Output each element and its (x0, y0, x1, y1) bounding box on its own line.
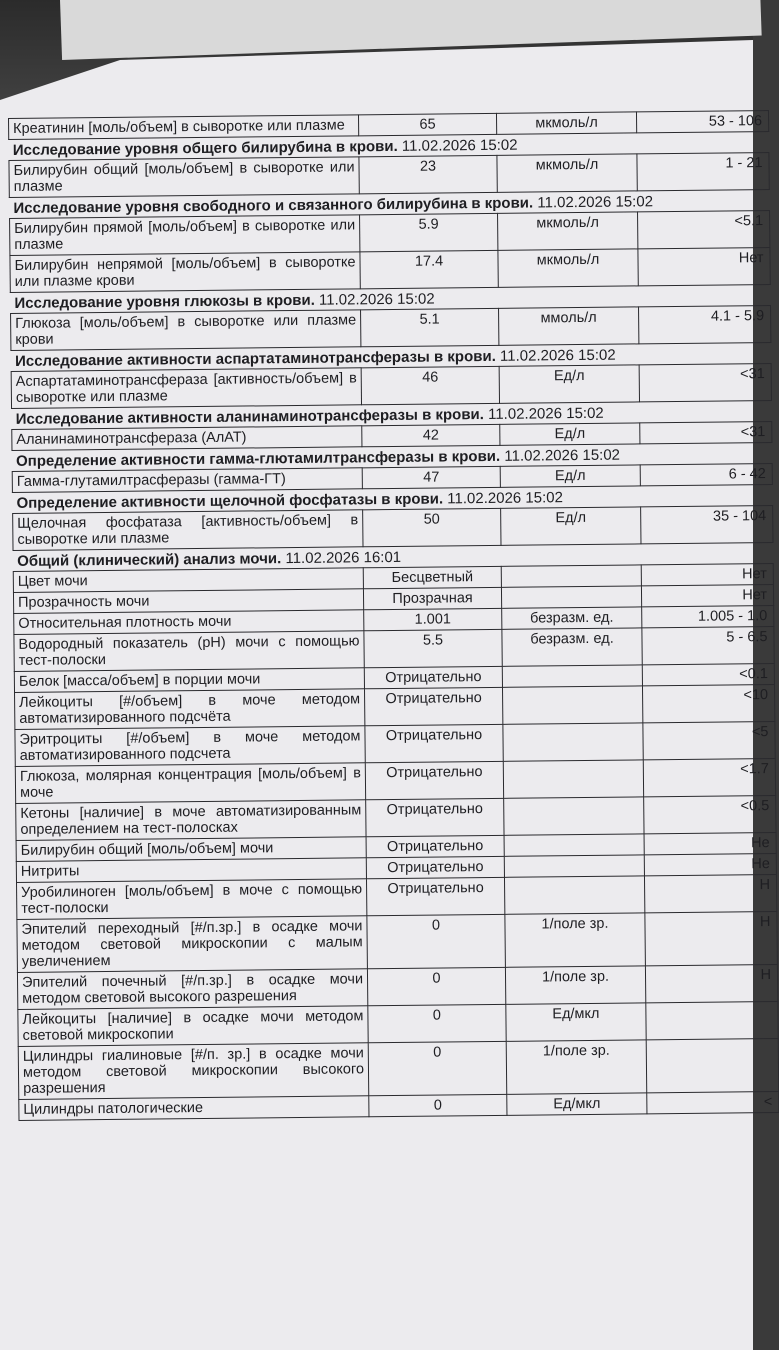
section-title: Исследование уровня глюкозы в крови. (14, 291, 315, 312)
test-value: 23 (359, 155, 497, 193)
test-value: Отрицательно (366, 877, 504, 915)
test-unit (502, 686, 642, 724)
reference-range: 1.005 - 1.0 (642, 606, 774, 628)
reference-range: Не (644, 853, 776, 875)
reference-range: < (647, 1091, 779, 1113)
test-unit: 1/поле зр. (505, 913, 646, 967)
test-value: Отрицательно (364, 666, 502, 688)
test-unit: безразм. ед. (502, 628, 642, 666)
lab-results-table (8, 110, 779, 1121)
reference-range: 6 - 42 (640, 464, 772, 486)
section-datetime: 11.02.2026 15:02 (537, 193, 654, 212)
reference-range: 4.1 - 5.9 (639, 306, 771, 344)
test-unit (504, 876, 644, 914)
test-name: Аспартатаминотрансфераза [активность/объем] в сыворотке или плазме (11, 368, 361, 409)
test-name: Билирубин прямой [моль/объем] в сыворотке или плазме (10, 215, 360, 256)
test-name: Прозрачность мочи (13, 589, 363, 614)
reference-range: Нет (641, 585, 773, 607)
test-value: 5.9 (360, 213, 498, 251)
test-value: 0 (367, 914, 506, 968)
section-datetime: 11.02.2026 15:02 (487, 404, 604, 423)
result-row (18, 1038, 779, 1099)
test-name: Глюкоза, молярная концентрация [моль/объем] в моче (15, 763, 365, 804)
test-unit: безразм. ед. (502, 607, 642, 629)
section-title: Исследование уровня общего билирубина в крови. (12, 137, 398, 159)
test-value: 42 (362, 424, 500, 446)
test-value: 50 (363, 508, 501, 546)
test-name: Белок [масса/объем] в порции мочи (14, 668, 364, 693)
test-value: 65 (358, 113, 496, 135)
test-value: Отрицательно (366, 835, 504, 857)
section-title: Определение активности гамма-глютамилтрансферазы в крови. (16, 447, 501, 470)
reference-range: Нет (638, 248, 770, 286)
test-unit (501, 565, 641, 587)
reference-range (646, 1001, 778, 1039)
test-name: Эпителий переходный [#/п.зр.] в осадке мочи методом световой микроскопии с малым увеличением (17, 916, 368, 973)
reference-range: <5 (643, 722, 775, 760)
section-title: Общий (клинический) анализ мочи. (17, 550, 282, 570)
test-unit: Ед/мкл (506, 1003, 646, 1041)
section-datetime: 11.02.2026 15:02 (401, 136, 518, 155)
section-datetime: 11.02.2026 16:01 (285, 548, 402, 568)
reference-range: 5 - 6.5 (642, 627, 774, 665)
test-name: Лейкоциты [наличие] в осадке мочи методом световой микроскопии (18, 1006, 368, 1047)
section-datetime: 11.02.2026 15:02 (499, 346, 616, 365)
test-unit (504, 834, 644, 856)
reference-range: <31 (639, 364, 771, 402)
test-name: Цвет мочи (13, 568, 363, 593)
test-name: Билирубин общий [моль/объем] в сыворотке или плазме (9, 157, 359, 198)
test-name: Кетоны [наличие] в моче автоматизированным определением на тест-полосках (16, 800, 366, 841)
test-unit (504, 797, 644, 835)
test-value: Отрицательно (365, 724, 503, 762)
test-name: Креатинин [моль/объем] в сыворотке или плазме (9, 115, 359, 140)
test-value: 17.4 (360, 250, 498, 288)
test-name: Билирубин непрямой [моль/объем] в сыворотке или плазме крови (10, 252, 360, 293)
test-unit: мкмоль/л (497, 154, 637, 192)
test-unit: Ед/л (499, 365, 639, 403)
test-name: Щелочная фосфатаза [активность/объем] в сыворотке или плазме (13, 510, 363, 551)
test-name: Глюкоза [моль/объем] в сыворотке или плазме крови (11, 310, 361, 351)
test-value: Прозрачная (363, 587, 501, 609)
test-name: Эпителий почечный [#/п.зр.] в осадке мочи методом световой высокого разрешения (17, 969, 367, 1010)
test-value: 1.001 (364, 608, 502, 630)
section-title: Определение активности щелочной фосфатазы в крови. (16, 490, 444, 512)
test-unit: Ед/мкл (507, 1093, 647, 1115)
test-unit: Ед/л (500, 465, 640, 487)
section-title: Исследование уровня свободного и связанного билирубина в крови. (13, 194, 534, 217)
test-value: Бесцветный (363, 566, 501, 588)
reference-range: Н (645, 964, 777, 1002)
reference-range: Н (645, 911, 778, 965)
test-name: Лейкоциты [#/объем] в моче методом автоматизированного подсчёта (15, 689, 365, 730)
reference-range: Нет (641, 564, 773, 586)
test-unit: мкмоль/л (496, 112, 636, 134)
test-unit (503, 723, 643, 761)
test-unit: мкмоль/л (498, 249, 638, 287)
reference-range: <1.7 (643, 759, 775, 797)
section-datetime: 11.02.2026 15:02 (318, 290, 435, 309)
test-name: Билирубин общий [моль/объем] мочи (16, 837, 366, 862)
test-unit: Ед/л (501, 507, 641, 545)
test-value: 5.5 (364, 629, 502, 667)
test-name: Водородный показатель (pH) мочи с помощью тест-полоски (14, 631, 364, 672)
test-name: Уробилиноген [моль/объем] в моче с помощью тест-полоски (17, 879, 367, 920)
reference-range: <0.5 (644, 795, 776, 833)
section-datetime: 11.02.2026 15:02 (504, 446, 621, 465)
reference-range: 35 - 104 (641, 506, 773, 544)
lab-results-document (8, 110, 778, 1121)
test-unit: мкмоль/л (498, 212, 638, 250)
section-datetime: 11.02.2026 15:02 (447, 489, 564, 508)
test-unit: Ед/л (500, 423, 640, 445)
reference-range (646, 1038, 779, 1092)
test-name: Цилиндры патологические (19, 1096, 369, 1121)
test-name: Эритроциты [#/объем] в моче методом автоматизированного подсчета (15, 726, 365, 767)
test-value: 47 (362, 466, 500, 488)
test-name: Цилиндры гиалиновые [#/п. зр.] в осадке мочи методом световой микроскопии высокого разрешения (18, 1043, 369, 1100)
test-unit: ммоль/л (499, 307, 639, 345)
test-value: 0 (367, 967, 505, 1005)
test-value: 5.1 (361, 308, 499, 346)
reference-range: <5.1 (638, 211, 770, 249)
reference-range: 1 - 21 (637, 153, 769, 191)
test-value: 0 (369, 1094, 507, 1116)
reference-range: 53 - 106 (636, 111, 768, 133)
reference-range: <0.1 (642, 664, 774, 686)
section-title: Исследование активности аспартатаминотрансферазы в крови. (14, 347, 496, 370)
section-title: Исследование активности аланинаминотрансферазы в крови. (15, 406, 484, 428)
test-unit (504, 855, 644, 877)
test-name: Нитриты (16, 858, 366, 883)
test-value: 0 (368, 1004, 506, 1042)
test-unit: 1/поле зр. (505, 966, 645, 1004)
test-unit: 1/поле зр. (506, 1040, 647, 1094)
test-unit (501, 586, 641, 608)
test-value: Отрицательно (364, 687, 502, 725)
test-value: 46 (361, 366, 499, 404)
test-name: Гамма-глутамилтрасферазы (гамма-ГТ) (12, 468, 362, 493)
test-value: 0 (368, 1041, 507, 1095)
reference-range: <31 (640, 422, 772, 444)
reference-range: Не (644, 832, 776, 854)
test-value: Отрицательно (366, 798, 504, 836)
test-value: Отрицательно (366, 856, 504, 878)
result-row (17, 911, 778, 972)
reference-range: <10 (642, 685, 774, 723)
test-unit (503, 760, 643, 798)
reference-range: Н (644, 874, 776, 912)
test-name: Относительная плотность мочи (14, 610, 364, 635)
test-name: Аланинаминотрансфераза (АлАТ) (12, 426, 362, 451)
test-value: Отрицательно (365, 761, 503, 799)
test-unit (502, 665, 642, 687)
